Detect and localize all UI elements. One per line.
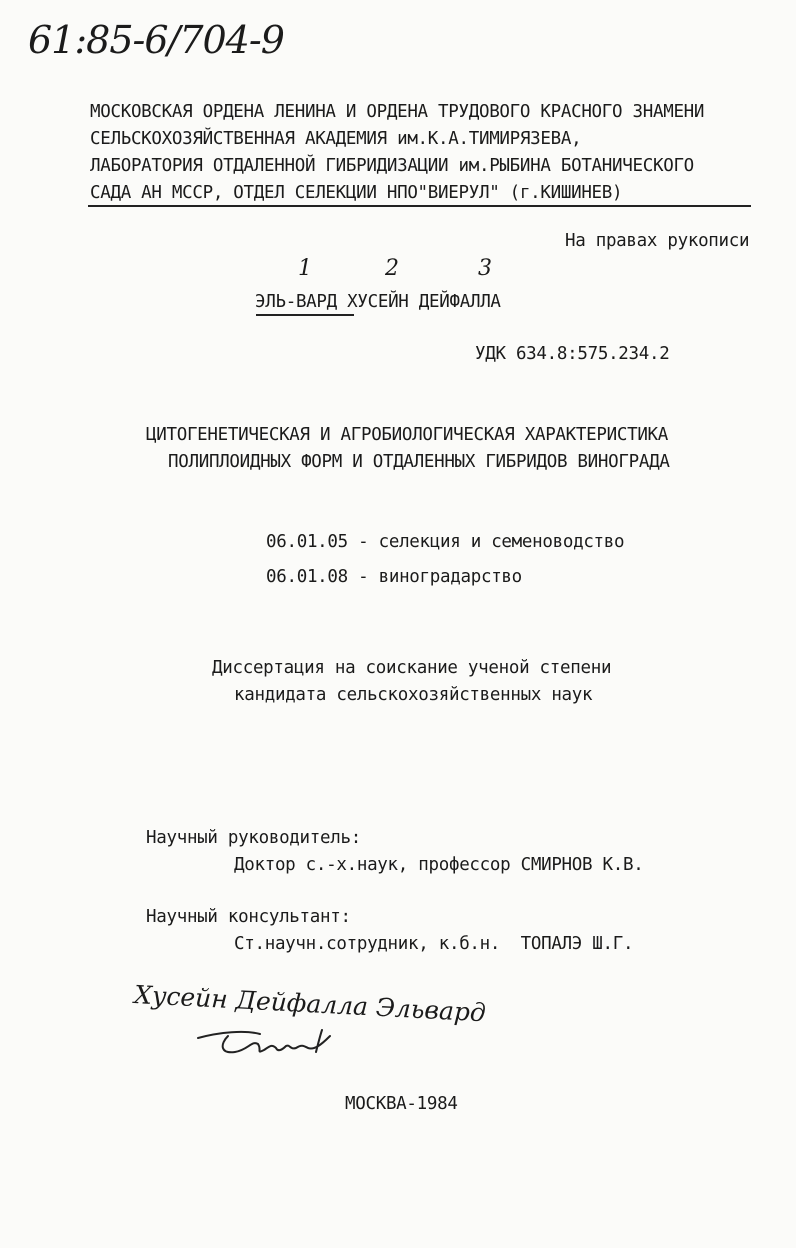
institution-line-1: МОСКОВСКАЯ ОРДЕНА ЛЕНИНА И ОРДЕНА ТРУДОВОГО КРАСНОГО ЗНАМЕНИ	[90, 102, 705, 122]
consultant-value: Ст.научн.сотрудник, к.б.н. ТОПАЛЭ Ш.Г.	[234, 934, 634, 954]
thesis-title-line-1: ЦИТОГЕНЕТИЧЕСКАЯ И АГРОБИОЛОГИЧЕСКАЯ ХАРАКТЕРИСТИКА	[146, 425, 669, 445]
supervisor-label: Научный руководитель:	[146, 828, 361, 848]
institution-underline	[88, 205, 751, 207]
thesis-title-line-2: ПОЛИПЛОИДНЫХ ФОРМ И ОТДАЛЕННЫХ ГИБРИДОВ ВИНОГРАДА	[168, 452, 670, 472]
rights-note: На правах рукописи	[565, 231, 750, 251]
signature	[190, 1022, 350, 1062]
author-surname-underline	[256, 314, 354, 316]
city-year: МОСКВА-1984	[345, 1094, 458, 1114]
consultant-label: Научный консультант:	[146, 907, 351, 927]
institution-line-2: СЕЛЬСКОХОЗЯЙСТВЕННАЯ АКАДЕМИЯ им.К.А.ТИМИРЯЗЕВА,	[90, 129, 582, 149]
author-mark-1: 1	[298, 256, 312, 281]
dissertation-line-2: кандидата сельскохозяйственных наук	[234, 685, 593, 705]
author-name: ЭЛЬ-ВАРД ХУСЕЙН ДЕЙФАЛЛА	[255, 292, 501, 312]
dissertation-line-1: Диссертация на соискание ученой степени	[212, 658, 612, 678]
institution-line-3: ЛАБОРАТОРИЯ ОТДАЛЕННОЙ ГИБРИДИЗАЦИИ им.РЫБИНА БОТАНИЧЕСКОГО	[90, 156, 694, 176]
author-mark-2: 2	[385, 256, 399, 281]
specialty-2: 06.01.08 - виноградарство	[266, 567, 522, 587]
institution-line-4: САДА АН МССР, ОТДЕЛ СЕЛЕКЦИИ НПО"ВИЕРУЛ" (г.КИШИНЕВ)	[90, 183, 623, 203]
handwritten-author-name: Хусейн Дейфалла Эльвард	[133, 980, 487, 1028]
specialty-1: 06.01.05 - селекция и семеноводство	[266, 532, 625, 552]
author-mark-3: 3	[478, 256, 492, 281]
catalog-number: 61:85-6/704-9	[28, 18, 284, 62]
supervisor-value: Доктор с.-х.наук, профессор СМИРНОВ К.В.	[234, 855, 644, 875]
udk-code: УДК 634.8:575.234.2	[475, 344, 670, 364]
